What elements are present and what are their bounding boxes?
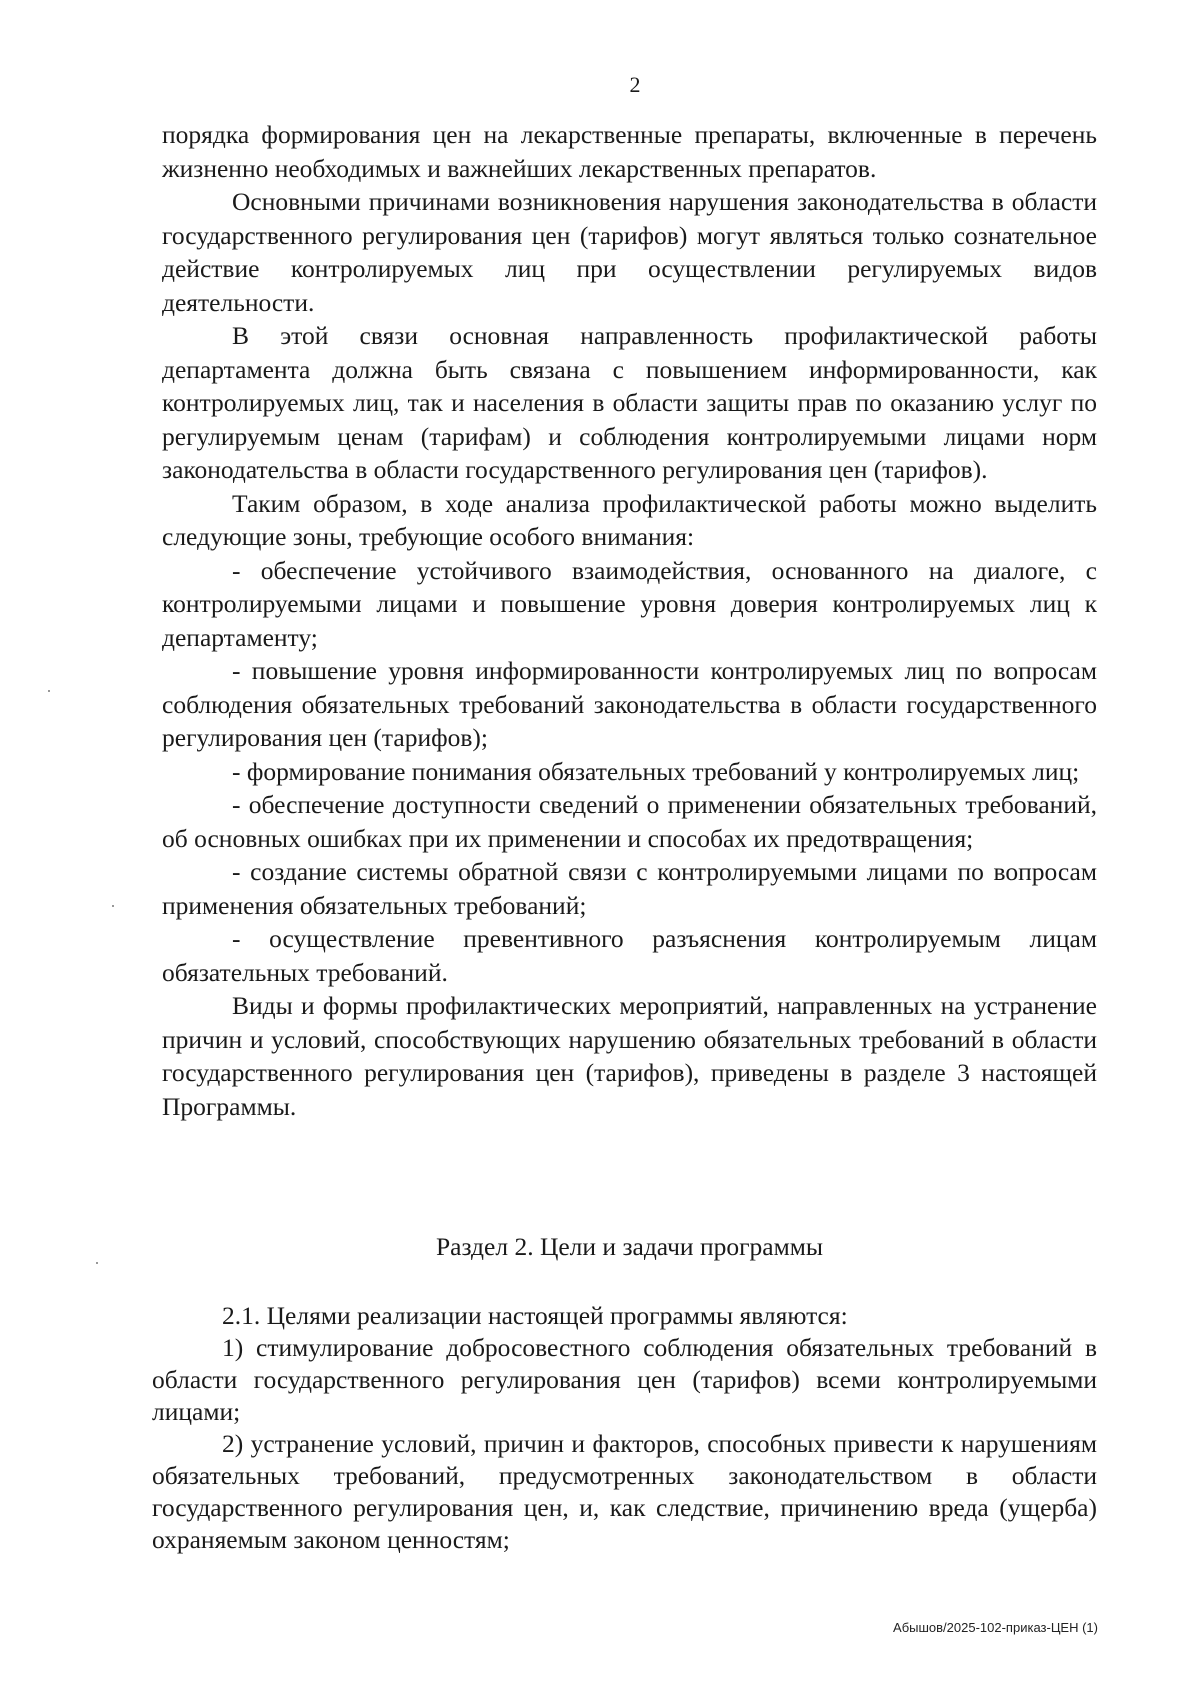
list-item: - обеспечение доступности сведений о применении обязательных требований, об основных ошибках при их применении и способах их предотвращения; (162, 790, 1097, 853)
paragraph: Виды и формы профилактических мероприятий, направленных на устранение причин и условий, способствующих нарушению обязательных требований в области государственного регулирования цен (тарифов), приведены в разделе 3 настоящей Программы. (162, 991, 1097, 1121)
section-heading: Раздел 2. Цели и задачи программы (435, 1232, 824, 1261)
list-item: 1) стимулирование добросовестного соблюдения обязательных требований в области государственного регулирования цен (тарифов) всеми контролируемыми лицами; (152, 1333, 1097, 1426)
list-item: - создание системы обратной связи с контролируемыми лицами по вопросам применения обязательных требований; (162, 857, 1097, 920)
list-item: - обеспечение устойчивого взаимодействия, основанного на диалоге, с контролируемыми лицами и повышение уровня доверия контролируемых лиц к департаменту; (162, 555, 1097, 652)
paragraph: 2.1. Целями реализации настоящей программы являются: (222, 1301, 848, 1330)
list-item: - формирование понимания обязательных требований у контролируемых лиц; (232, 756, 1080, 786)
list-item: - повышение уровня информированности контролируемых лиц по вопросам соблюдения обязательных требований законодательства в области государственного регулирования цен (тарифов); (162, 656, 1097, 752)
paragraph: Основными причинами возникновения нарушения законодательства в области государственного регулирования цен (тарифов) могут являться только сознательное действие контролируемых лиц при осуществлении регулируемых видов деятельности. (162, 187, 1097, 317)
scan-speck (48, 690, 50, 692)
section-body-text (152, 1300, 1097, 1556)
paragraph: Таким образом, в ходе анализа профилактической работы можно выделить следующие зоны, требующие особого внимания: (162, 488, 1097, 551)
paragraph-continuation: порядка формирования цен на лекарственные препараты, включенные в перечень жизненно необходимых и важнейших лекарственных препаратов. (162, 120, 1097, 183)
page-number: 2 (629, 72, 641, 97)
body-text (162, 118, 1097, 1123)
paragraph: В этой связи основная направленность профилактической работы департамента должна быть связана с повышением информированности, как контролируемых лиц, так и населения в области защиты прав по оказанию услуг по регулируемым ценам (тарифам) и соблюдения контролируемыми лицами норм законодательства в области государственного регулирования цен (тарифов). (162, 321, 1097, 484)
scan-speck (112, 905, 114, 907)
document-code-footer: Абышов/2025-102-приказ-ЦЕН (1) (893, 1620, 1098, 1635)
list-item: 2) устранение условий, причин и факторов, способных привести к нарушениям обязательных требований, предусмотренных законодательством в области государственного регулирования цен, и, как следствие, причинению вреда (ущерба) охраняемым законом ценностям; (152, 1429, 1097, 1554)
scan-speck (96, 1262, 98, 1264)
list-item: - осуществление превентивного разъяснения контролируемым лицам обязательных требований. (162, 924, 1097, 987)
